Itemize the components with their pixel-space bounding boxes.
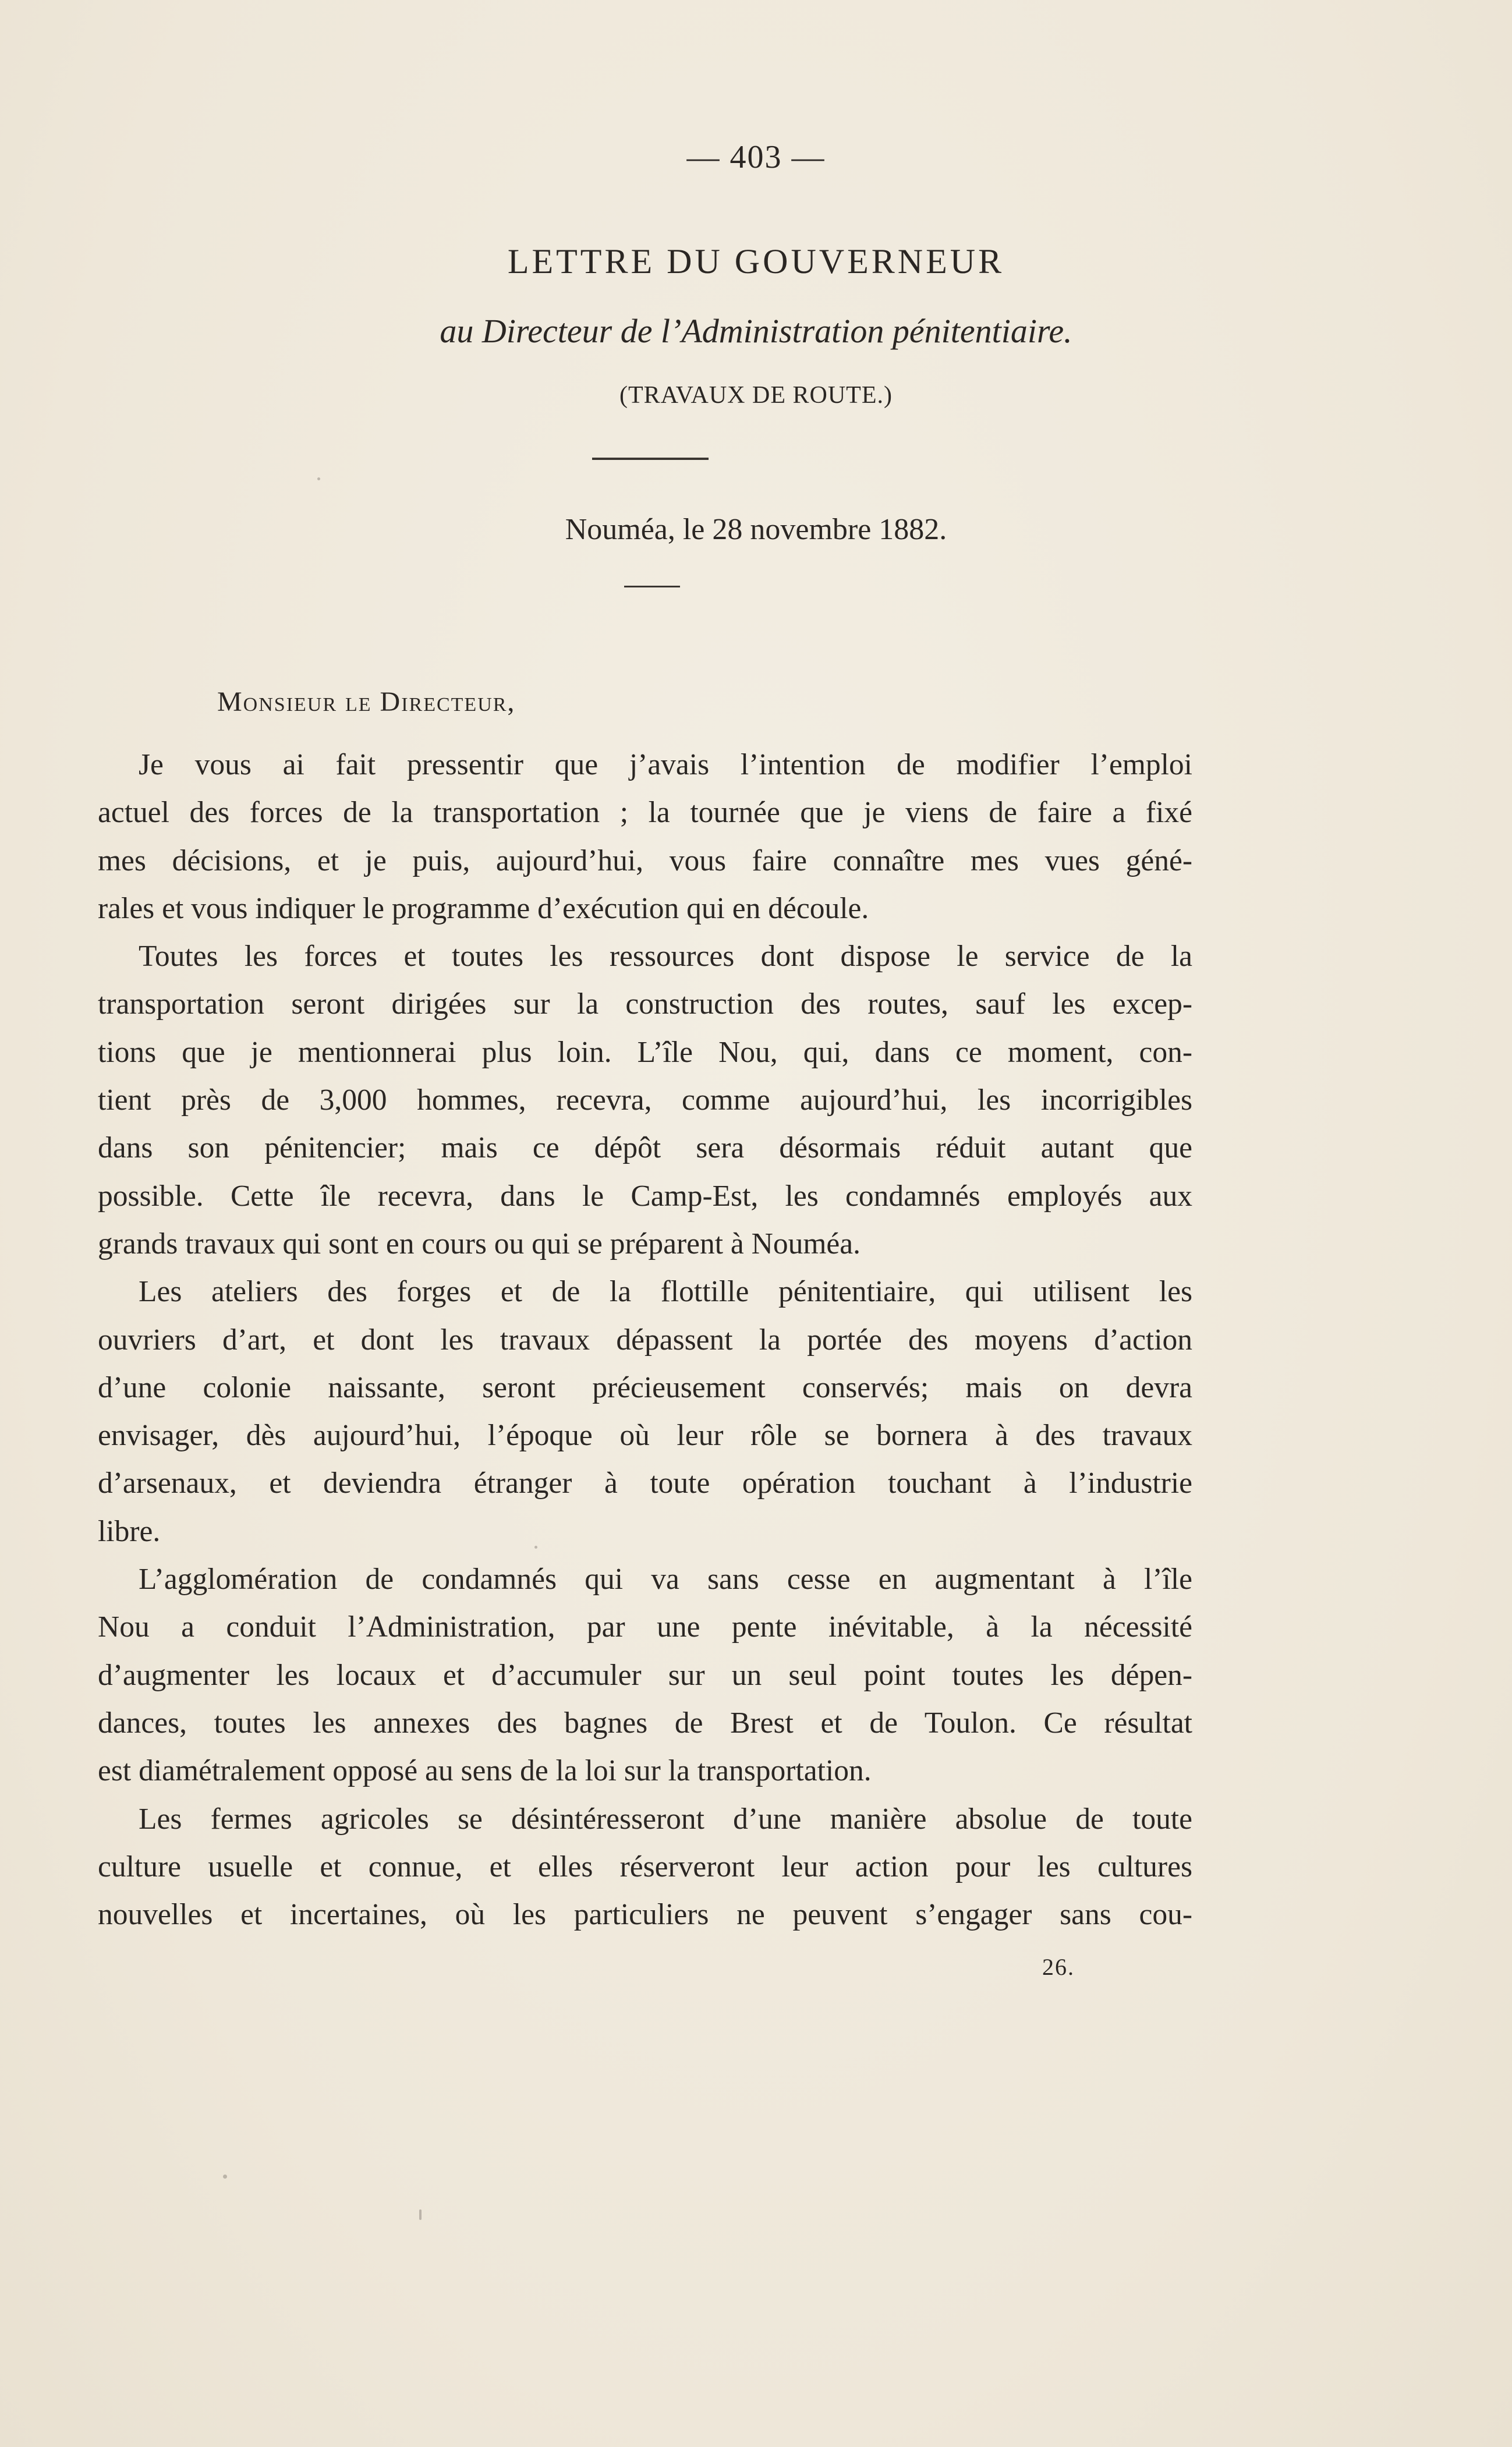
text-line: rales et vous indiquer le programme d’exécution qui en découle. [98, 891, 869, 925]
paragraph [98, 1796, 1192, 1939]
text-line: actuel des forces de la transportation ; la tournée que je viens de faire a fixé [98, 796, 1192, 830]
letter-body [98, 741, 1192, 1939]
text-line: envisager, dès aujourd’hui, l’époque où leur rôle se bornera à des travaux [98, 1419, 1192, 1453]
text-line: Les fermes agricoles se désintéresseront d’une manière absolue de toute [139, 1802, 1192, 1836]
paragraph [98, 933, 1192, 1268]
text-line: Toutes les forces et toutes les ressources dont dispose le service de la [139, 940, 1192, 973]
text-line: transportation seront dirigées sur la construction des routes, sauf les excep- [98, 987, 1192, 1021]
text-line: culture usuelle et connue, et elles réserveront leur action pour les cultures [98, 1850, 1192, 1883]
text-line: ouvriers d’art, et dont les travaux dépassent la portée des moyens d’action [98, 1323, 1192, 1357]
text-line: est diamétralement opposé au sens de la loi sur la transportation. [98, 1754, 872, 1788]
text-line: dances, toutes les annexes des bagnes de Brest et de Toulon. Ce résultat [98, 1706, 1192, 1740]
letter-subtitle: au Directeur de l’Administration pénitentiaire. [440, 312, 1072, 350]
text-line: d’augmenter les locaux et d’accumuler sur un seul point toutes les dépen- [98, 1658, 1192, 1692]
text-line: L’agglomération de condamnés qui va sans cesse en augmentant à l’île [139, 1563, 1192, 1596]
paper-speck [223, 2175, 227, 2179]
paper-speck [419, 2209, 422, 2220]
divider-rule-short [624, 586, 680, 587]
text-line: Je vous ai fait pressentir que j’avais l’intention de modifier l’emploi [139, 748, 1192, 781]
text-line: d’une colonie naissante, seront précieusement conservés; mais on devra [98, 1371, 1192, 1404]
letter-title: LETTRE DU GOUVERNEUR [507, 242, 1005, 281]
text-line: tions que je mentionnerai plus loin. L’île Nou, qui, dans ce moment, con- [98, 1035, 1192, 1069]
text-line: dans son pénitencier; mais ce dépôt sera désormais réduit autant que [98, 1131, 1192, 1165]
section-label: (TRAVAUX DE ROUTE.) [619, 382, 893, 409]
divider-rule [592, 458, 709, 460]
text-line: Les ateliers des forges et de la flottille pénitentiaire, qui utilisent les [139, 1275, 1192, 1309]
text-line: possible. Cette île recevra, dans le Camp-Est, les condamnés employés aux [98, 1179, 1192, 1213]
dateline: Nouméa, le 28 novembre 1882. [565, 513, 947, 546]
page-number: — 403 — [686, 139, 826, 175]
salutation: Monsieur le Directeur, [217, 686, 516, 717]
text-line: Nou a conduit l’Administration, par une pente inévitable, à la nécessité [98, 1610, 1192, 1644]
text-line: d’arsenaux, et deviendra étranger à toute opération touchant à l’industrie [98, 1467, 1192, 1500]
paragraph [98, 741, 1192, 933]
paragraph [98, 1556, 1192, 1795]
paragraph [98, 1268, 1192, 1556]
text-line: nouvelles et incertaines, où les particuliers ne peuvent s’engager sans cou- [98, 1898, 1192, 1932]
text-line: mes décisions, et je puis, aujourd’hui, vous faire connaître mes vues géné- [98, 844, 1192, 877]
paper-speck [534, 1546, 537, 1549]
text-line: tient près de 3,000 hommes, recevra, comme aujourd’hui, les incorrigibles [98, 1083, 1192, 1117]
signature-mark: 26. [1042, 1954, 1075, 1980]
text-line: grands travaux qui sont en cours ou qui se préparent à Nouméa. [98, 1227, 861, 1260]
text-line: libre. [98, 1514, 161, 1548]
paper-speck [317, 477, 320, 480]
